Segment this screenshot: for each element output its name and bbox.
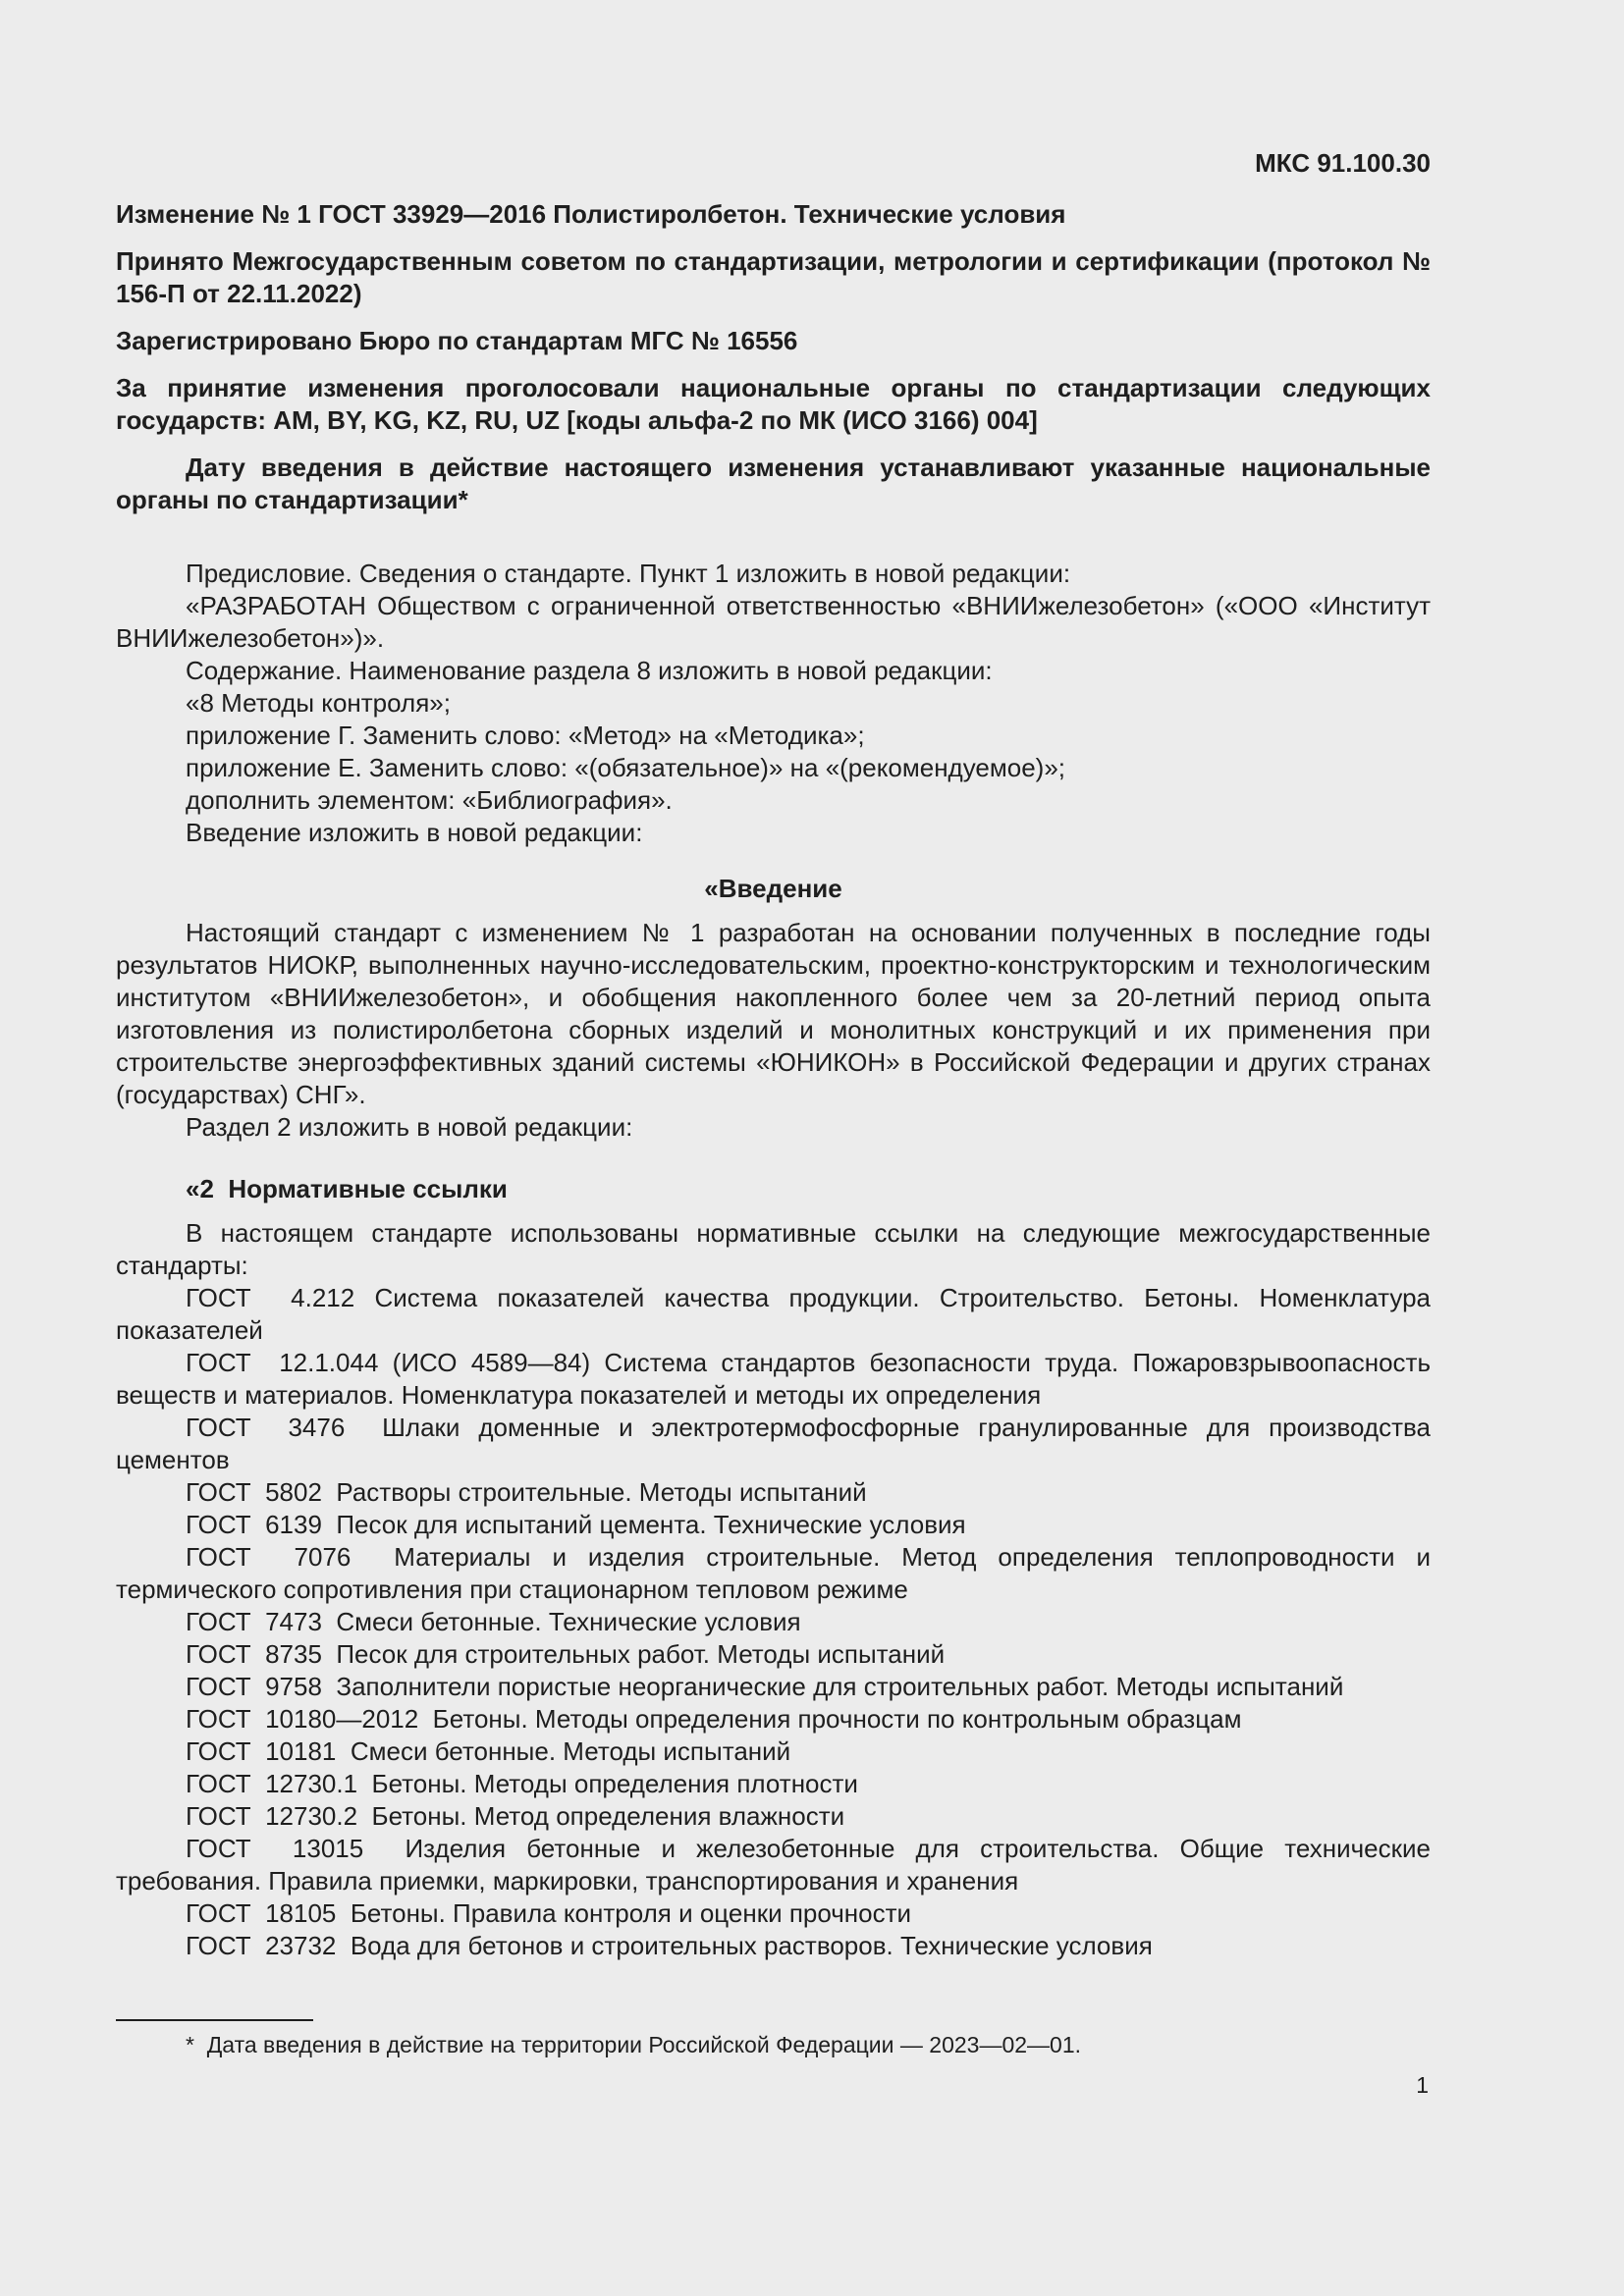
reference-item: ГОСТ 7076 Материалы и изделия строительные. Метод определения теплопроводности и термического сопротивления при стационарном тепловом режиме (116, 1542, 1438, 1604)
reference-item: ГОСТ 12.1.044 (ИСО 4589—84) Система стандартов безопасности труда. Пожаровзрывоопасность веществ и материалов. Номенклатура показателей и методы их определения (116, 1348, 1438, 1410)
reference-item: ГОСТ 13015 Изделия бетонные и железобетонные для строительства. Общие технические требования. Правила приемки, маркировки, транспортирования и хранения (116, 1834, 1438, 1896)
reference-item: ГОСТ 5802 Растворы строительные. Методы испытаний (186, 1477, 867, 1507)
change-item: приложение Е. Заменить слово: «(обязательное)» на «(рекомендуемое)»; (186, 753, 1066, 782)
reference-item: ГОСТ 3476 Шлаки доменные и электротермофосфорные гранулированные для производства цементов (116, 1413, 1438, 1474)
change-item: «РАЗРАБОТАН Обществом с ограниченной ответственностью «ВНИИжелезобетон» («ООО «Институт ВНИИжелезобетон»)». (116, 591, 1431, 653)
voted-statement: За принятие изменения проголосовали национальные органы по стандартизации следующих государств: AM, BY, KG, KZ, RU, UZ [коды альфа-2 по МК (ИСО 3166) 004] (116, 373, 1431, 435)
changes-list (116, 558, 1431, 849)
reference-item: ГОСТ 9758 Заполнители пористые неорганические для строительных работ. Методы испытаний (186, 1672, 1344, 1701)
classification-code: МКС 91.100.30 (1255, 148, 1431, 178)
reference-item: ГОСТ 4.212 Система показателей качества продукции. Строительство. Бетоны. Номенклатура показателей (116, 1283, 1438, 1345)
section2-intro: В настоящем стандарте использованы нормативные ссылки на следующие межгосударственные стандарты: (116, 1218, 1431, 1280)
change-item: «8 Методы контроля»; (186, 688, 451, 718)
reference-item: ГОСТ 7473 Смеси бетонные. Технические условия (186, 1607, 801, 1636)
reference-item: ГОСТ 10180—2012 Бетоны. Методы определения прочности по контрольным образцам (186, 1704, 1242, 1734)
change-item: Содержание. Наименование раздела 8 изложить в новой редакции: (186, 656, 993, 685)
reference-item: ГОСТ 10181 Смеси бетонные. Методы испытаний (186, 1736, 791, 1766)
reference-item: ГОСТ 8735 Песок для строительных работ. Методы испытаний (186, 1639, 946, 1669)
amendment-title: Изменение № 1 ГОСТ 33929—2016 Полистиролбетон. Технические условия (116, 199, 1066, 229)
document-page (116, 145, 1438, 1962)
reference-item: ГОСТ 12730.1 Бетоны. Методы определения плотности (186, 1769, 858, 1798)
introduction-text: Настоящий стандарт с изменением № 1 разработан на основании полученных в последние годы результатов НИОКР, выполненных научно-исследовательским, проектно-конструкторским и технологическим институтом «ВНИИжелезобетон», и обобщения накопленного более чем за 20-летний период опыта изготовления из полистиролбетона сборных изделий и монолитных конструкций и их применения при строительстве энергоэффективных зданий системы «ЮНИКОН» в Российской Федерации и других странах (государствах) СНГ». (116, 918, 1431, 1109)
reference-item: ГОСТ 6139 Песок для испытаний цемента. Технические условия (186, 1510, 966, 1539)
page-number: 1 (1416, 2072, 1429, 2098)
adopted-statement: Принято Межгосударственным советом по стандартизации, метрологии и сертификации (протокол № 156-П от 22.11.2022) (116, 246, 1431, 308)
footnote: * Дата введения в действие на территории Российской Федерации — 2023—02—01. (186, 2032, 1082, 2057)
reference-item: ГОСТ 18105 Бетоны. Правила контроля и оценки прочности (186, 1898, 912, 1928)
section2-heading: «2 Нормативные ссылки (186, 1174, 508, 1203)
change-item: Введение изложить в новой редакции: (186, 818, 643, 847)
footnote-divider (116, 2019, 313, 2021)
introduction-after: Раздел 2 изложить в новой редакции: (186, 1112, 633, 1142)
registered-statement: Зарегистрировано Бюро по стандартам МГС № 16556 (116, 326, 798, 355)
change-item: Предисловие. Сведения о стандарте. Пункт 1 изложить в новой редакции: (186, 559, 1071, 588)
change-item: приложение Г. Заменить слово: «Метод» на «Методика»; (186, 721, 865, 750)
introduction-heading: «Введение (704, 874, 842, 903)
reference-item: ГОСТ 23732 Вода для бетонов и строительных растворов. Технические условия (186, 1931, 1153, 1960)
reference-item: ГОСТ 12730.2 Бетоны. Метод определения влажности (186, 1801, 845, 1831)
effective-date-statement: Дату введения в действие настоящего изменения устанавливают указанные национальные органы по стандартизации* (116, 453, 1431, 514)
normative-references-list (116, 1282, 1438, 1962)
change-item: дополнить элементом: «Библиография». (186, 785, 673, 815)
